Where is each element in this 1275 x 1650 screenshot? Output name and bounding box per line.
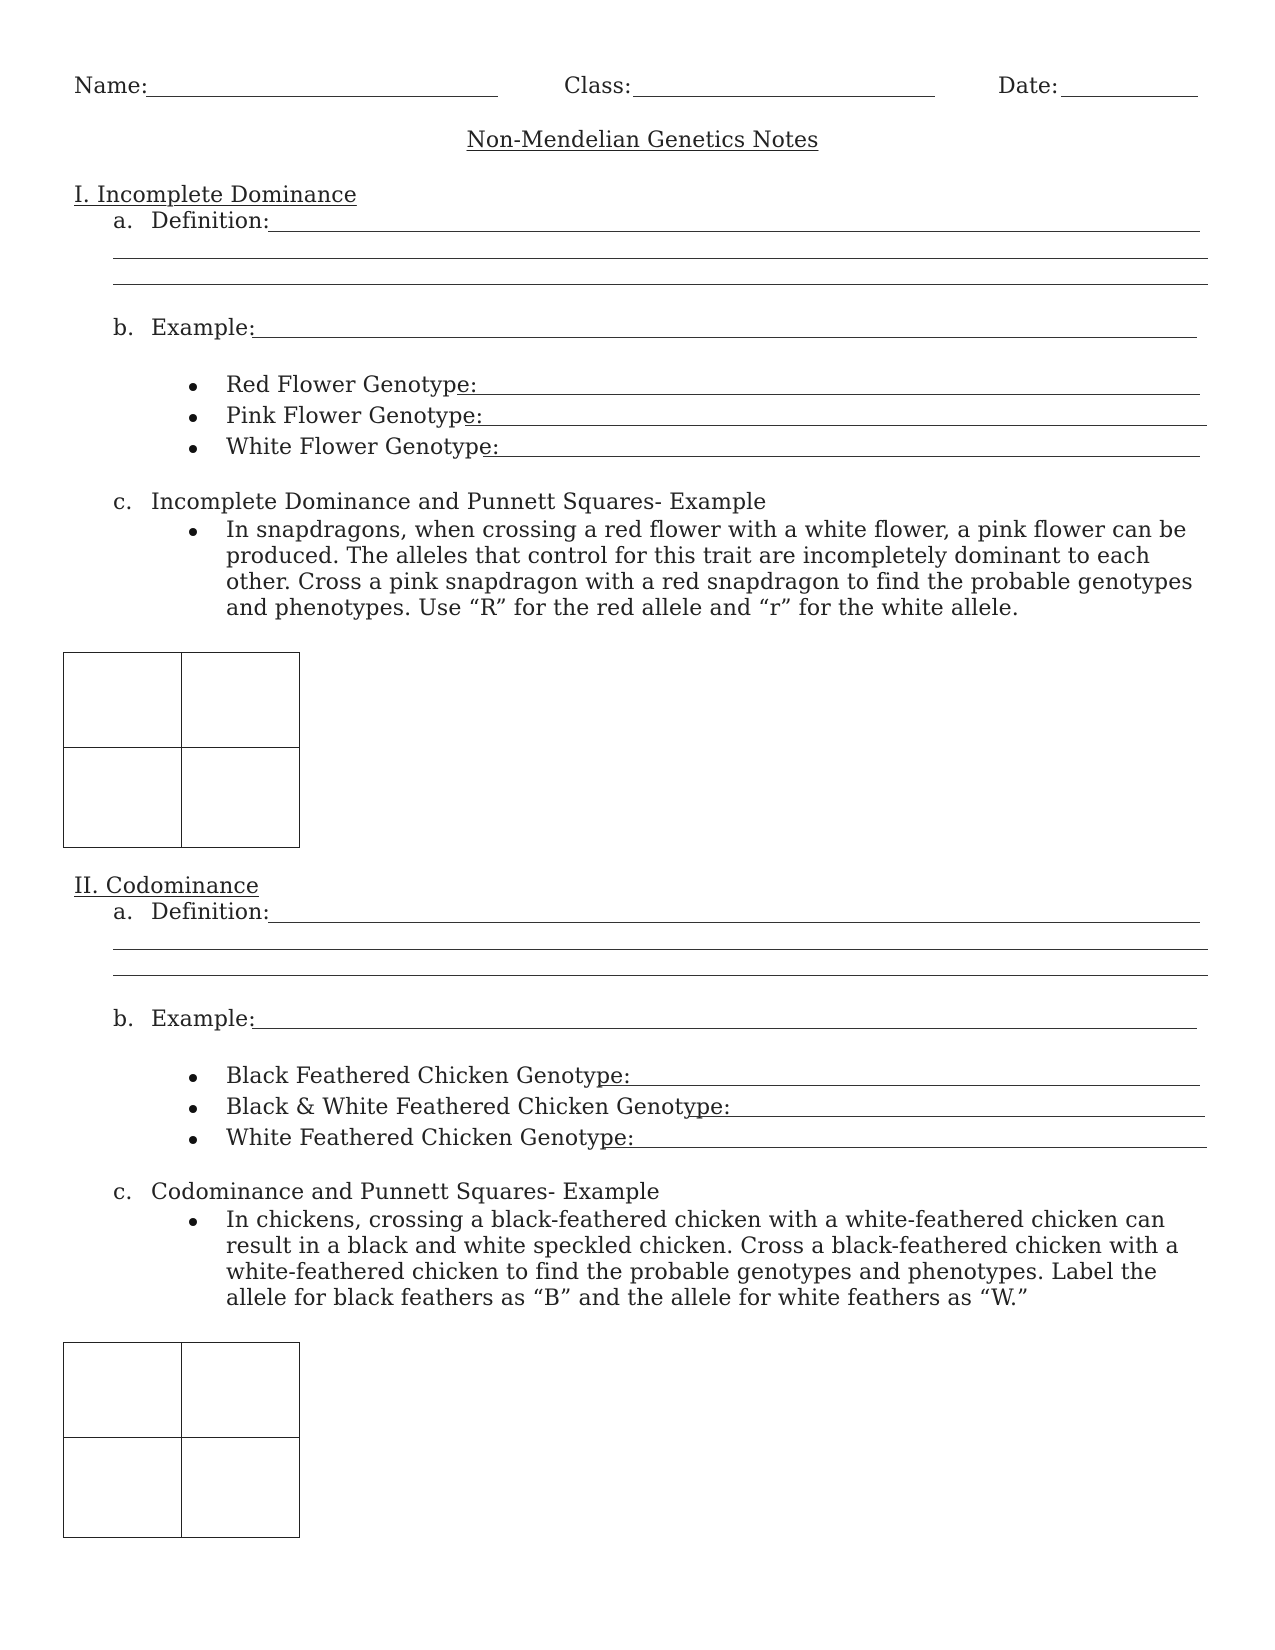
punnett-square-2 — [63, 1342, 300, 1538]
bullet-icon — [189, 1105, 197, 1113]
pink-flower-genotype-blank — [465, 425, 1207, 426]
red-flower-genotype-blank — [457, 394, 1200, 395]
section-2-ex-marker: b. — [113, 1007, 135, 1032]
section-1-ex-marker: b. — [113, 316, 135, 341]
section-2-ex-blank — [252, 1028, 1197, 1029]
bullet-icon — [189, 528, 197, 536]
section-1-ex-label: Example: — [151, 316, 256, 341]
date-label: Date: — [998, 74, 1059, 99]
black-chicken-genotype-label: Black Feathered Chicken Genotype: — [226, 1064, 631, 1089]
section-2-def-blank-2 — [113, 949, 1208, 950]
section-1-punnett-marker: c. — [113, 490, 133, 515]
section-1-def-blank-3 — [113, 284, 1208, 285]
section-1-ex-blank — [252, 337, 1197, 338]
white-chicken-genotype-blank — [604, 1147, 1207, 1148]
section-2-def-blank-3 — [113, 975, 1208, 976]
pink-flower-genotype-label: Pink Flower Genotype: — [226, 404, 484, 429]
section-1-def-marker: a. — [113, 209, 134, 234]
bullet-icon — [189, 414, 197, 422]
class-label: Class: — [564, 74, 632, 99]
red-flower-genotype-label: Red Flower Genotype: — [226, 373, 478, 398]
bullet-icon — [189, 383, 197, 391]
section-2-punnett-label: Codominance and Punnett Squares- Example — [151, 1180, 660, 1205]
section-2-ex-label: Example: — [151, 1007, 256, 1032]
date-blank — [1061, 96, 1198, 97]
section-1-problem-text: In snapdragons, when crossing a red flower with a white flower, a pink flower can be produced. The alleles that control for this trait are incompletely dominant to each other. Cross a pink snapdragon with a red snapdragon to find the probable genotypes and phenotypes. Use “R” for the red allele and “r” for the white allele. — [226, 518, 1193, 621]
black-white-chicken-genotype-label: Black & White Feathered Chicken Genotype: — [226, 1095, 731, 1120]
section-2-heading: II. Codominance — [74, 874, 259, 899]
section-2-def-blank-1 — [268, 922, 1200, 923]
name-label: Name: — [74, 74, 149, 99]
section-1-def-blank-1 — [268, 231, 1200, 232]
section-1-punnett-label: Incomplete Dominance and Punnett Squares- Example — [151, 490, 767, 515]
bullet-icon — [189, 1218, 197, 1226]
white-flower-genotype-blank — [483, 456, 1200, 457]
section-1-heading: I. Incomplete Dominance — [74, 183, 357, 208]
bullet-icon — [189, 1136, 197, 1144]
section-2-problem-text: In chickens, crossing a black-feathered chicken with a white-feathered chicken can result in a black and white speckled chicken. Cross a black-feathered chicken with a white-feathered chicken to find the probable genotypes and phenotypes. Label the allele for black feathers as “B” and the allele for white feathers as “W.” — [226, 1208, 1179, 1311]
class-blank — [633, 96, 935, 97]
name-blank — [146, 96, 498, 97]
black-white-chicken-genotype-blank — [688, 1116, 1205, 1117]
section-1-def-blank-2 — [113, 258, 1208, 259]
bullet-icon — [189, 445, 197, 453]
white-flower-genotype-label: White Flower Genotype: — [226, 435, 500, 460]
white-chicken-genotype-label: White Feathered Chicken Genotype: — [226, 1126, 635, 1151]
section-2-def-marker: a. — [113, 900, 134, 925]
section-2-def-label: Definition: — [151, 900, 270, 925]
bullet-icon — [189, 1074, 197, 1082]
section-2-punnett-marker: c. — [113, 1180, 133, 1205]
section-1-def-label: Definition: — [151, 209, 270, 234]
page-title: Non-Mendelian Genetics Notes — [466, 128, 819, 153]
black-chicken-genotype-blank — [598, 1085, 1200, 1086]
punnett-square-1 — [63, 652, 300, 848]
